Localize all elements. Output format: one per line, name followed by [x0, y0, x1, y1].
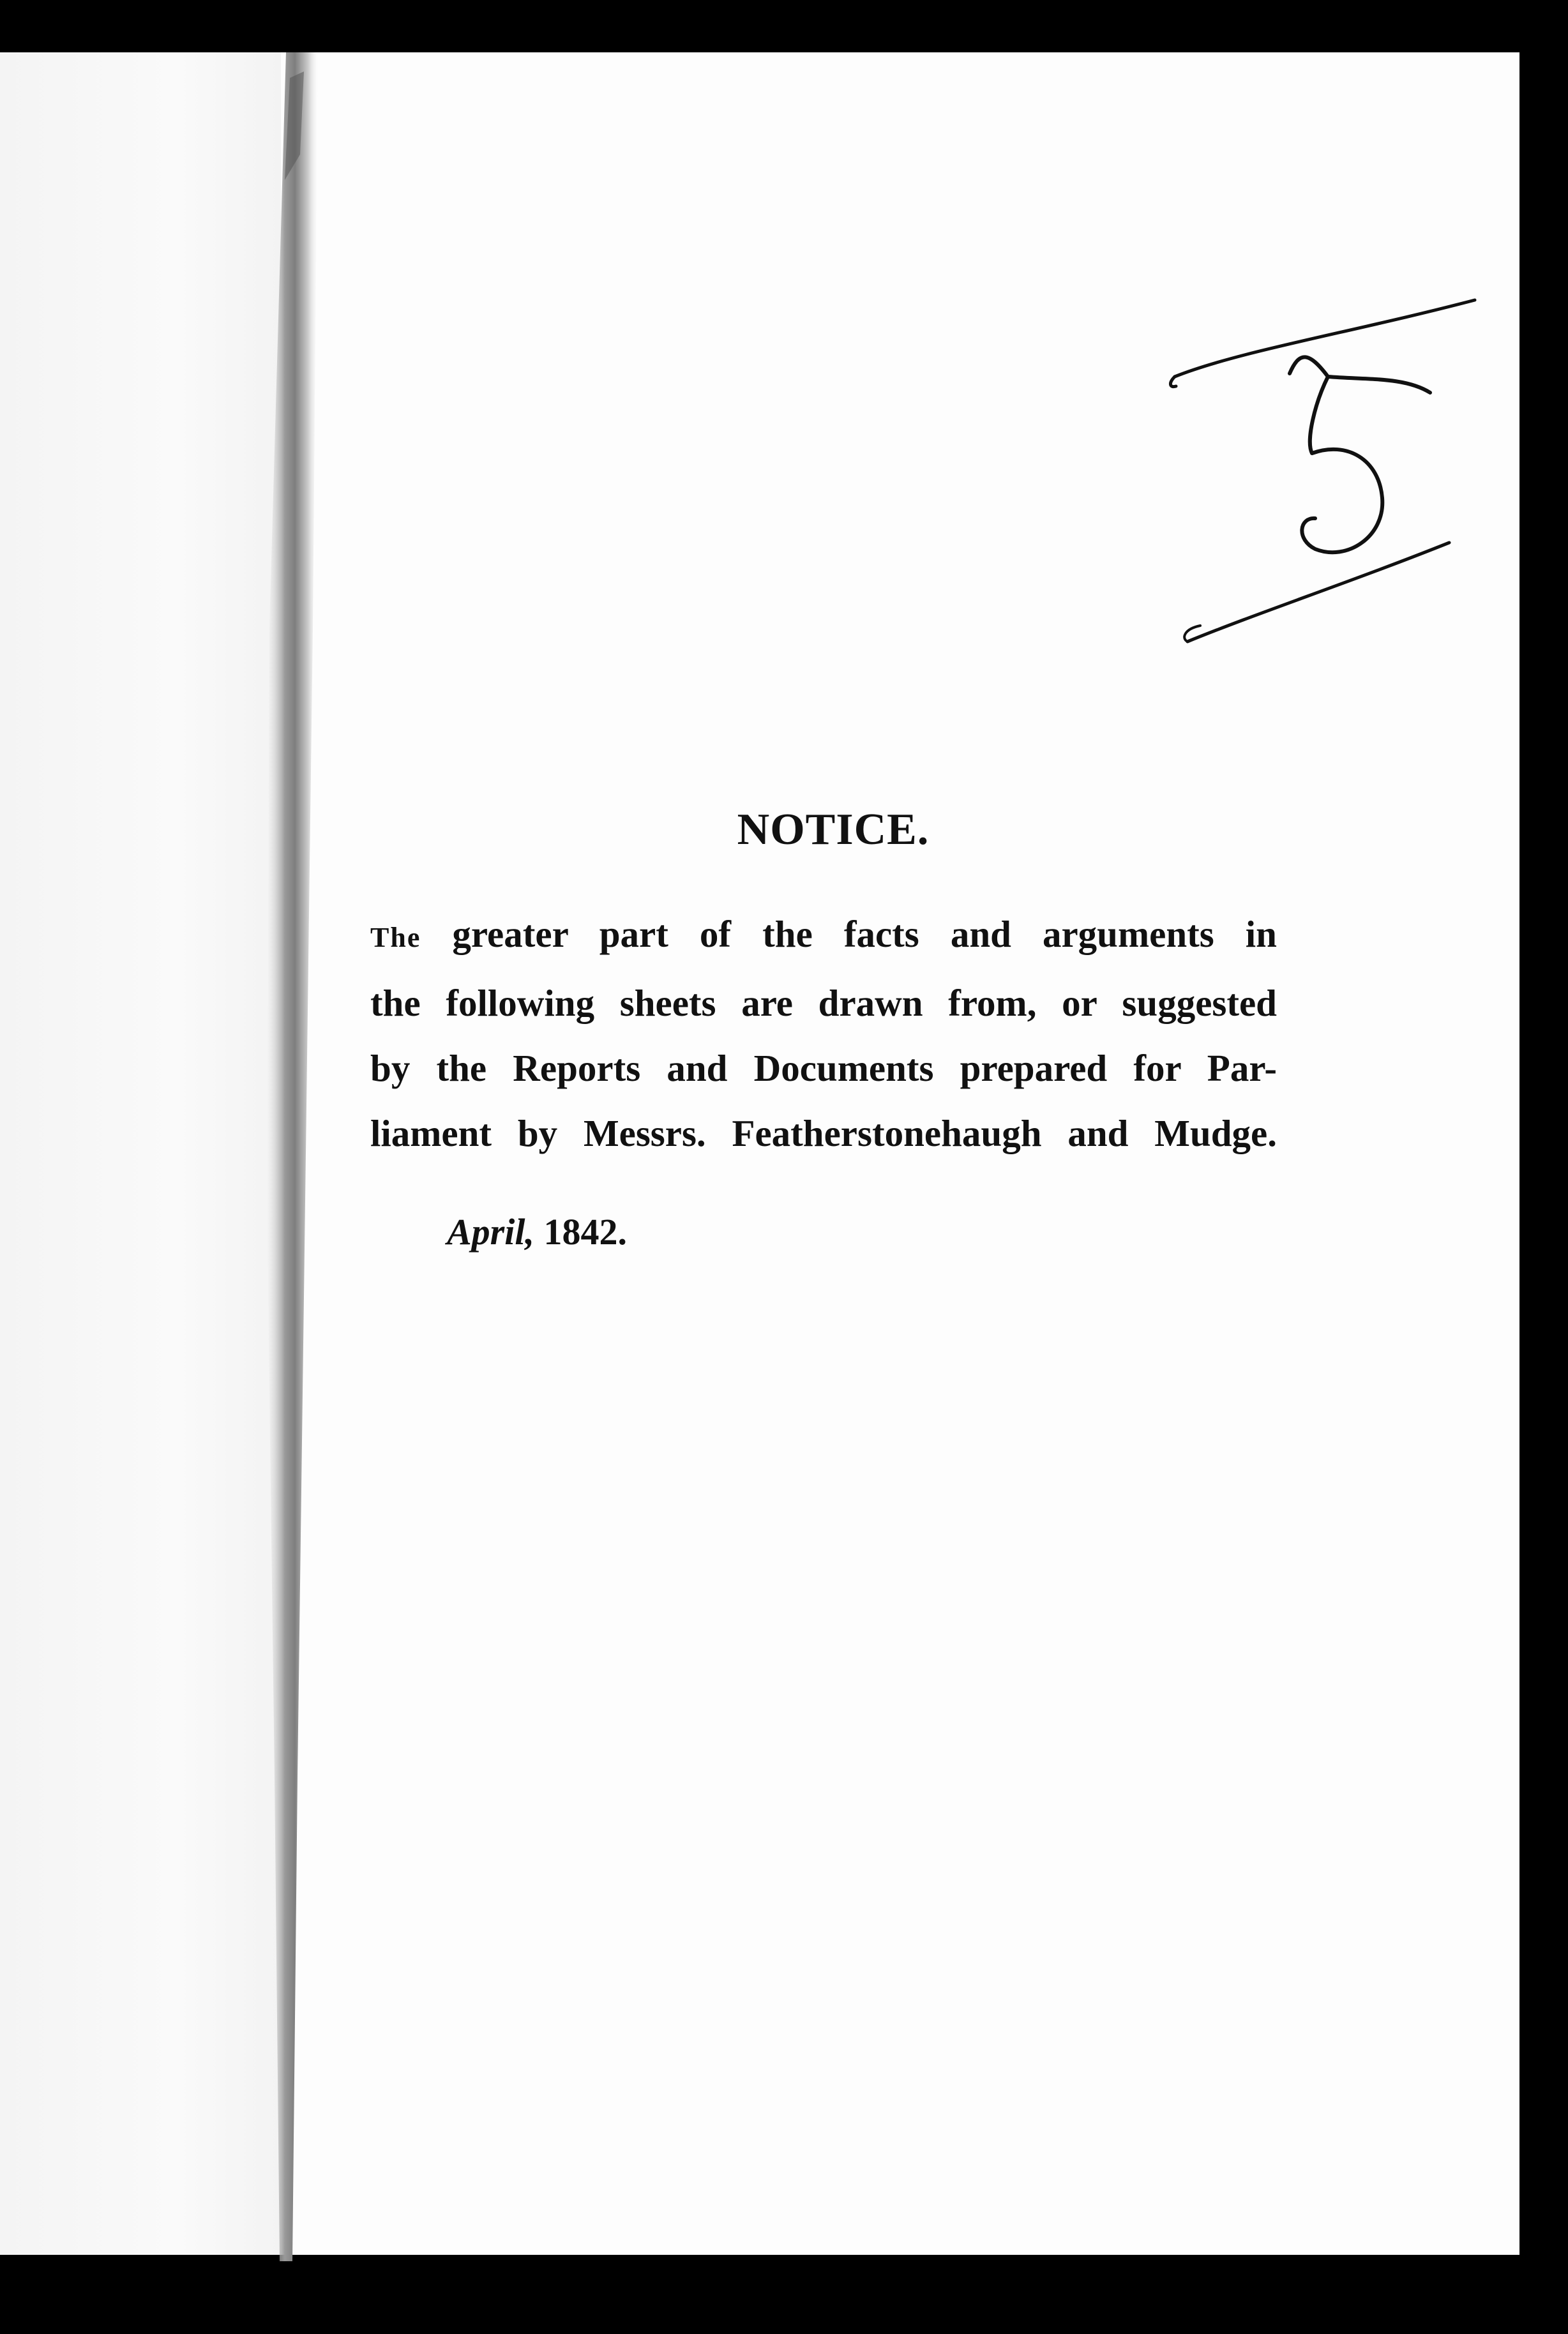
dateline: [447, 1210, 1277, 1253]
date-month: April,: [447, 1211, 534, 1253]
body-line-1: [370, 901, 1277, 970]
date-year: 1842.: [543, 1211, 627, 1253]
body-line-1-text: greater part of the facts and arguments in: [452, 913, 1277, 955]
body-line-3: by the Reports and Documents prepared for Par-: [370, 1047, 1277, 1089]
body-line-2: the following sheets are drawn from, or suggested: [370, 982, 1277, 1024]
notice-title: NOTICE.: [737, 805, 930, 854]
notice-text-block: [370, 804, 1277, 1253]
body-line-4: liament by Messrs. Featherstonehaugh and Mudge.: [370, 1112, 1277, 1154]
body-lead-word: The: [370, 922, 421, 953]
handwritten-page-number: [1162, 281, 1481, 664]
left-page-edge: [0, 52, 294, 2255]
